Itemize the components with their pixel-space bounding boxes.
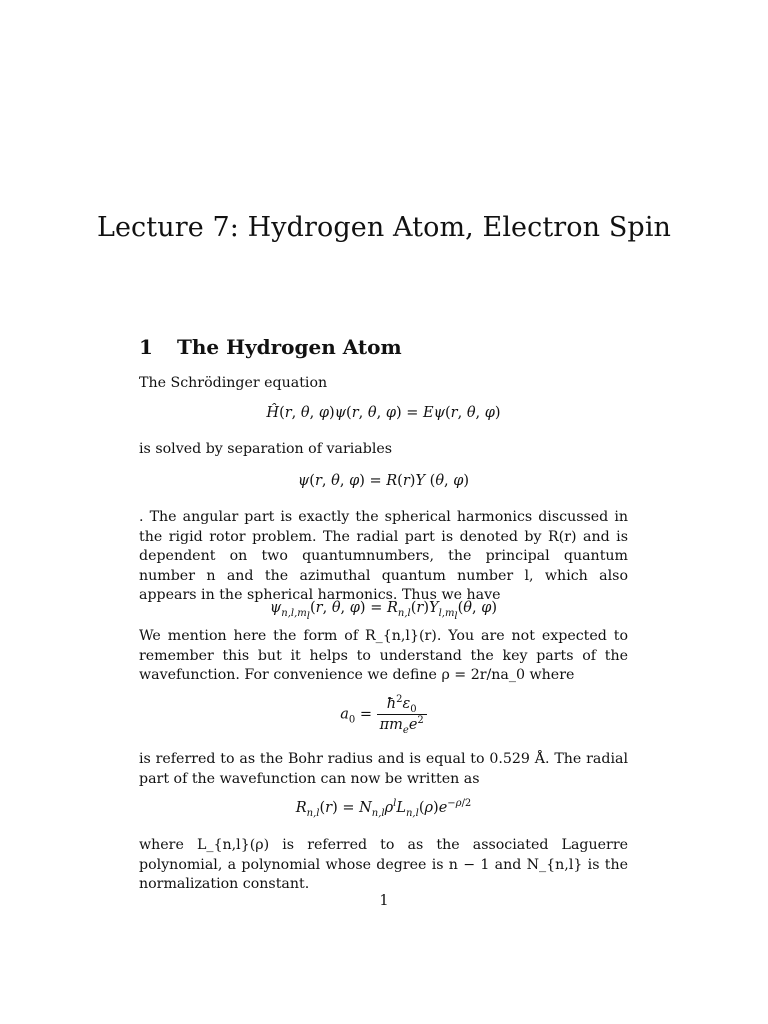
paragraph-separation: is solved by separation of variables bbox=[139, 441, 393, 457]
paragraph-bohr: is referred to as the Bohr radius and is equal to 0.529 Å. The radial part of the wavefunction can now be written as bbox=[139, 751, 628, 787]
section-heading bbox=[139, 335, 402, 359]
section-title: The Hydrogen Atom bbox=[177, 335, 402, 359]
equation-separation: ψ(r, θ, φ) = R(r)Y (θ, φ) bbox=[297, 473, 470, 489]
paragraph-laguerre: where L_{n,l}(ρ) is referred to as the associated Laguerre polynomial, a polynomial whose degree is n − 1 and N_{n,l} is the normalization constant. bbox=[139, 837, 628, 893]
page-number: 1 bbox=[379, 893, 389, 909]
equation-bohr-radius: $a_0$ = $\frac{ħ^2\varepsilon_0}{\pi m_ee^2}$ bbox=[139, 696, 628, 733]
page-title: Lecture 7: Hydrogen Atom, Electron Spin bbox=[96, 212, 672, 243]
equation-wavefunction: $\psi_{n,l,m_l}(r$, θ, $\varphi) = R_{n,l}(r)Y_{l,m_l}(\theta$, φ) bbox=[269, 600, 498, 622]
equation-schrodinger: Ĥ(r, θ, φ)ψ(r, θ, φ) = Eψ(r, θ, φ) bbox=[266, 405, 501, 421]
paragraph-radial-form: We mention here the form of R_{n,l}(r). You are not expected to remember this but it helps to understand the key parts of the wavefunction. For convenience we define ρ = 2r/na_0 where bbox=[139, 628, 628, 684]
equation-radial: $R_{n,l}(r) = N_{n,l}\rho^lL_{n,l}(\rho)e^{-\rho/2}$ bbox=[295, 798, 472, 819]
section-number: 1 bbox=[139, 335, 153, 359]
paragraph-intro: The Schrödinger equation bbox=[139, 375, 328, 391]
paragraph-angular-part: . The angular part is exactly the spherical harmonics discussed in the rigid rotor problem. The radial part is denoted by R(r) and is dependent on two quantumnumbers, the principal quantum number n and the azimuthal quantum number l, which also appears in the spherical harmonics. Thus we have bbox=[139, 509, 628, 604]
